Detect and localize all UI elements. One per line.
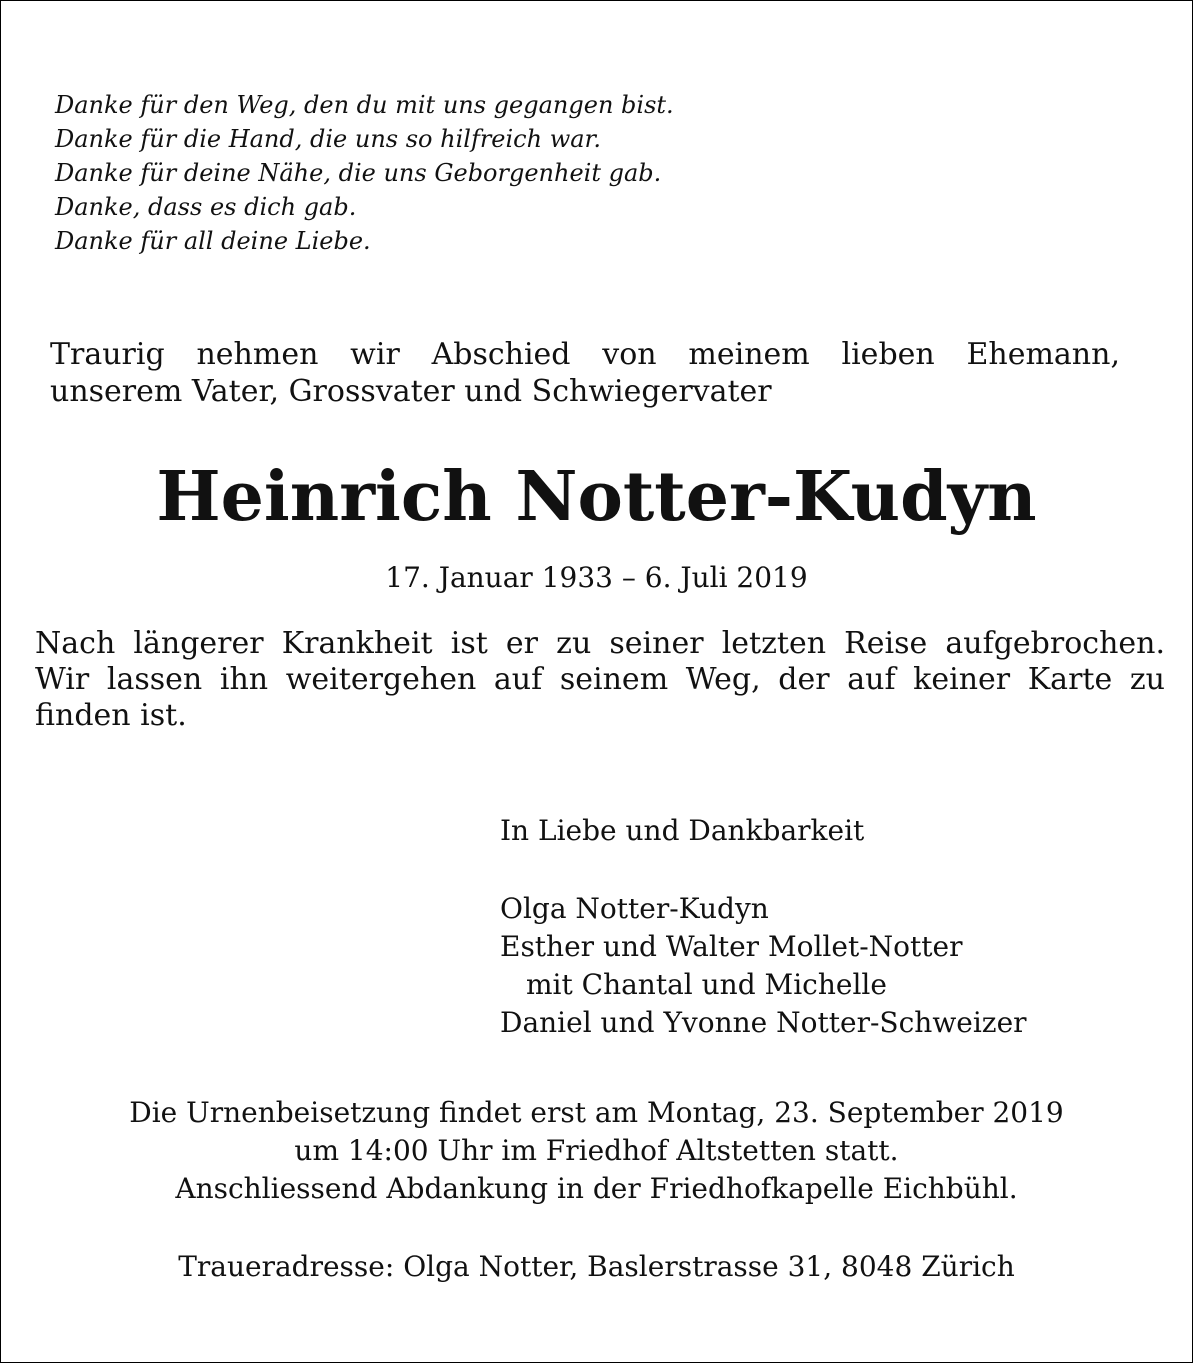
life-dates: 17. Januar 1933 – 6. Juli 2019 [385,561,808,594]
paragraph-line: finden ist. [35,698,187,733]
intro-line: Traurig nehmen wir Abschied von meinem lieben Ehemann, [50,337,1120,372]
family-member: Daniel und Yvonne Notter-Schweizer [500,1006,1027,1039]
funeral-line: Die Urnenbeisetzung findet erst am Montag, 23. September 2019 [129,1096,1064,1129]
signoff: In Liebe und Dankbarkeit [500,814,865,847]
poem-line: Danke für deine Nähe, die uns Geborgenheit gab. [55,159,662,187]
family-member: mit Chantal und Michelle [526,968,887,1001]
intro-line: unserem Vater, Grossvater und Schwiegervater [50,374,772,409]
deceased-name: Heinrich Notter-Kudyn [156,457,1037,537]
poem-line: Danke, dass es dich gab. [55,193,357,221]
intro-text [50,336,1120,410]
family-member: Olga Notter-Kudyn [500,892,769,925]
poem-line: Danke für die Hand, die uns so hilfreich war. [55,125,602,153]
funeral-line: Anschliessend Abdankung in der Friedhofkapelle Eichbühl. [175,1172,1018,1205]
poem [55,88,674,258]
paragraph-line: Wir lassen ihn weitergehen auf seinem Weg, der auf keiner Karte zu [35,662,1165,697]
family-list [500,890,1027,1042]
funeral-info [0,1094,1193,1208]
paragraph-line: Nach längerer Krankheit ist er zu seiner letzten Reise aufgebrochen. [35,626,1165,661]
family-member: Esther und Walter Mollet-Notter [500,930,963,963]
mourning-address: Traueradresse: Olga Notter, Baslerstrasse 31, 8048 Zürich [178,1250,1015,1283]
funeral-line: um 14:00 Uhr im Friedhof Altstetten statt. [294,1134,899,1167]
poem-line: Danke für all deine Liebe. [55,227,371,255]
farewell-paragraph [35,626,1165,734]
poem-line: Danke für den Weg, den du mit uns gegangen bist. [55,91,674,119]
